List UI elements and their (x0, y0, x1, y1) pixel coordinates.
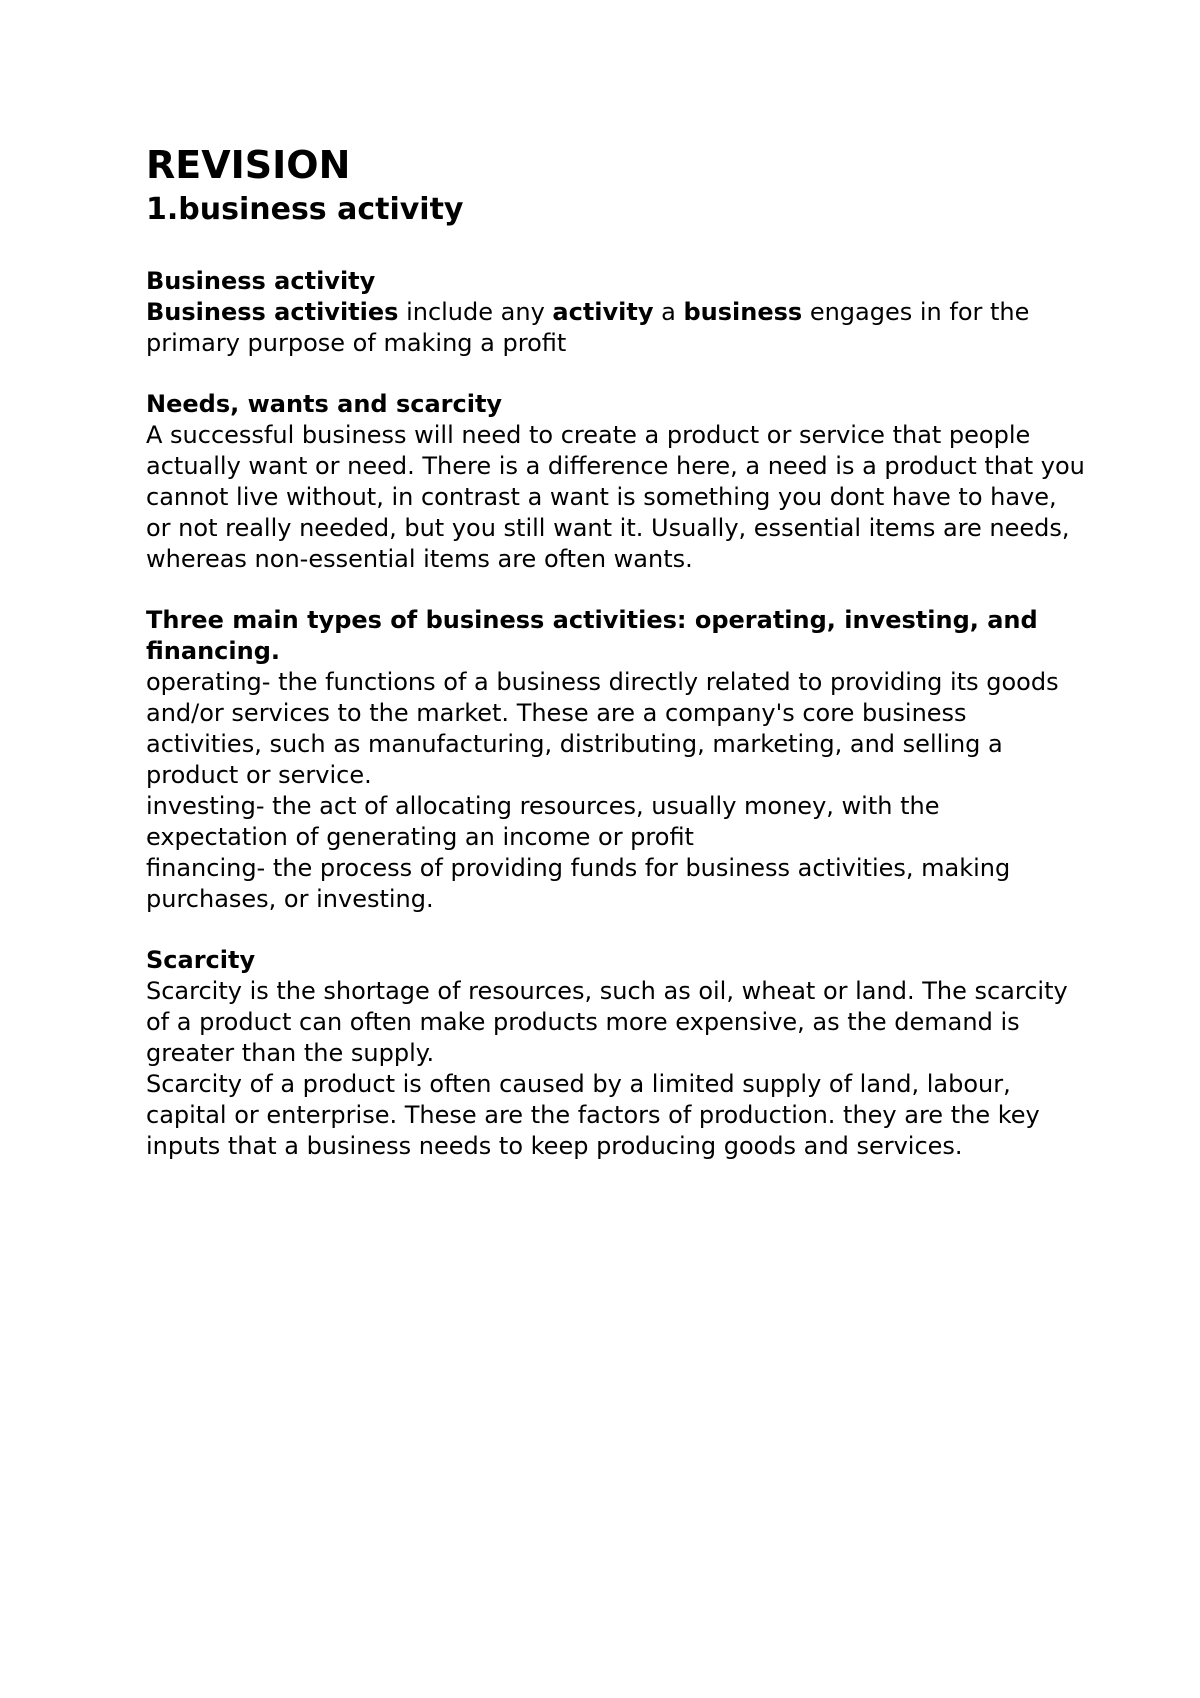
section-heading: Three main types of business activities: operating, investing, and financing. (146, 606, 1038, 665)
section-business-activity (146, 266, 1086, 359)
document-page (146, 140, 1086, 1192)
section-needs-wants (146, 389, 1086, 575)
text-run: Business activities (146, 298, 399, 326)
section-heading: Scarcity (146, 946, 256, 974)
text-run: include any (398, 298, 553, 326)
text-run: engages in for the primary purpose of making a profit (146, 298, 1030, 357)
text-run: activity (552, 298, 654, 326)
needs-wants-body: A successful business will need to create a product or service that people actually want or need. There is a difference here, a need is a product that you cannot live without, in contrast a want is something you dont have to have, or not really needed, but you still want it. Usually, essential items are needs, whereas non-essential items are often wants. (146, 421, 1085, 573)
section-scarcity (146, 945, 1086, 1162)
business-activity-definition (146, 297, 1086, 359)
section-three-types (146, 605, 1086, 915)
section-heading: Business activity (146, 267, 376, 295)
text-run: business (683, 298, 803, 326)
scarcity-body-2: Scarcity of a product is often caused by a limited supply of land, labour, capital or enterprise. These are the factors of production. they are the key inputs that a business needs to keep producing goods and services. (146, 1070, 1040, 1160)
investing-definition: investing- the act of allocating resources, usually money, with the expectation of generating an income or profit (146, 792, 940, 851)
text-run: a (653, 298, 684, 326)
section-heading: Needs, wants and scarcity (146, 390, 503, 418)
scarcity-body-1: Scarcity is the shortage of resources, such as oil, wheat or land. The scarcity of a product can often make products more expensive, as the demand is greater than the supply. (146, 977, 1068, 1067)
document-title: REVISION (146, 143, 351, 187)
operating-definition: operating- the functions of a business directly related to providing its goods and/or services to the market. These are a company's core business activities, such as manufacturing, distributing, marketing, and selling a product or service. (146, 668, 1059, 789)
financing-definition: financing- the process of providing funds for business activities, making purchases, or investing. (146, 854, 1011, 913)
document-subtitle: 1.business activity (146, 192, 464, 227)
